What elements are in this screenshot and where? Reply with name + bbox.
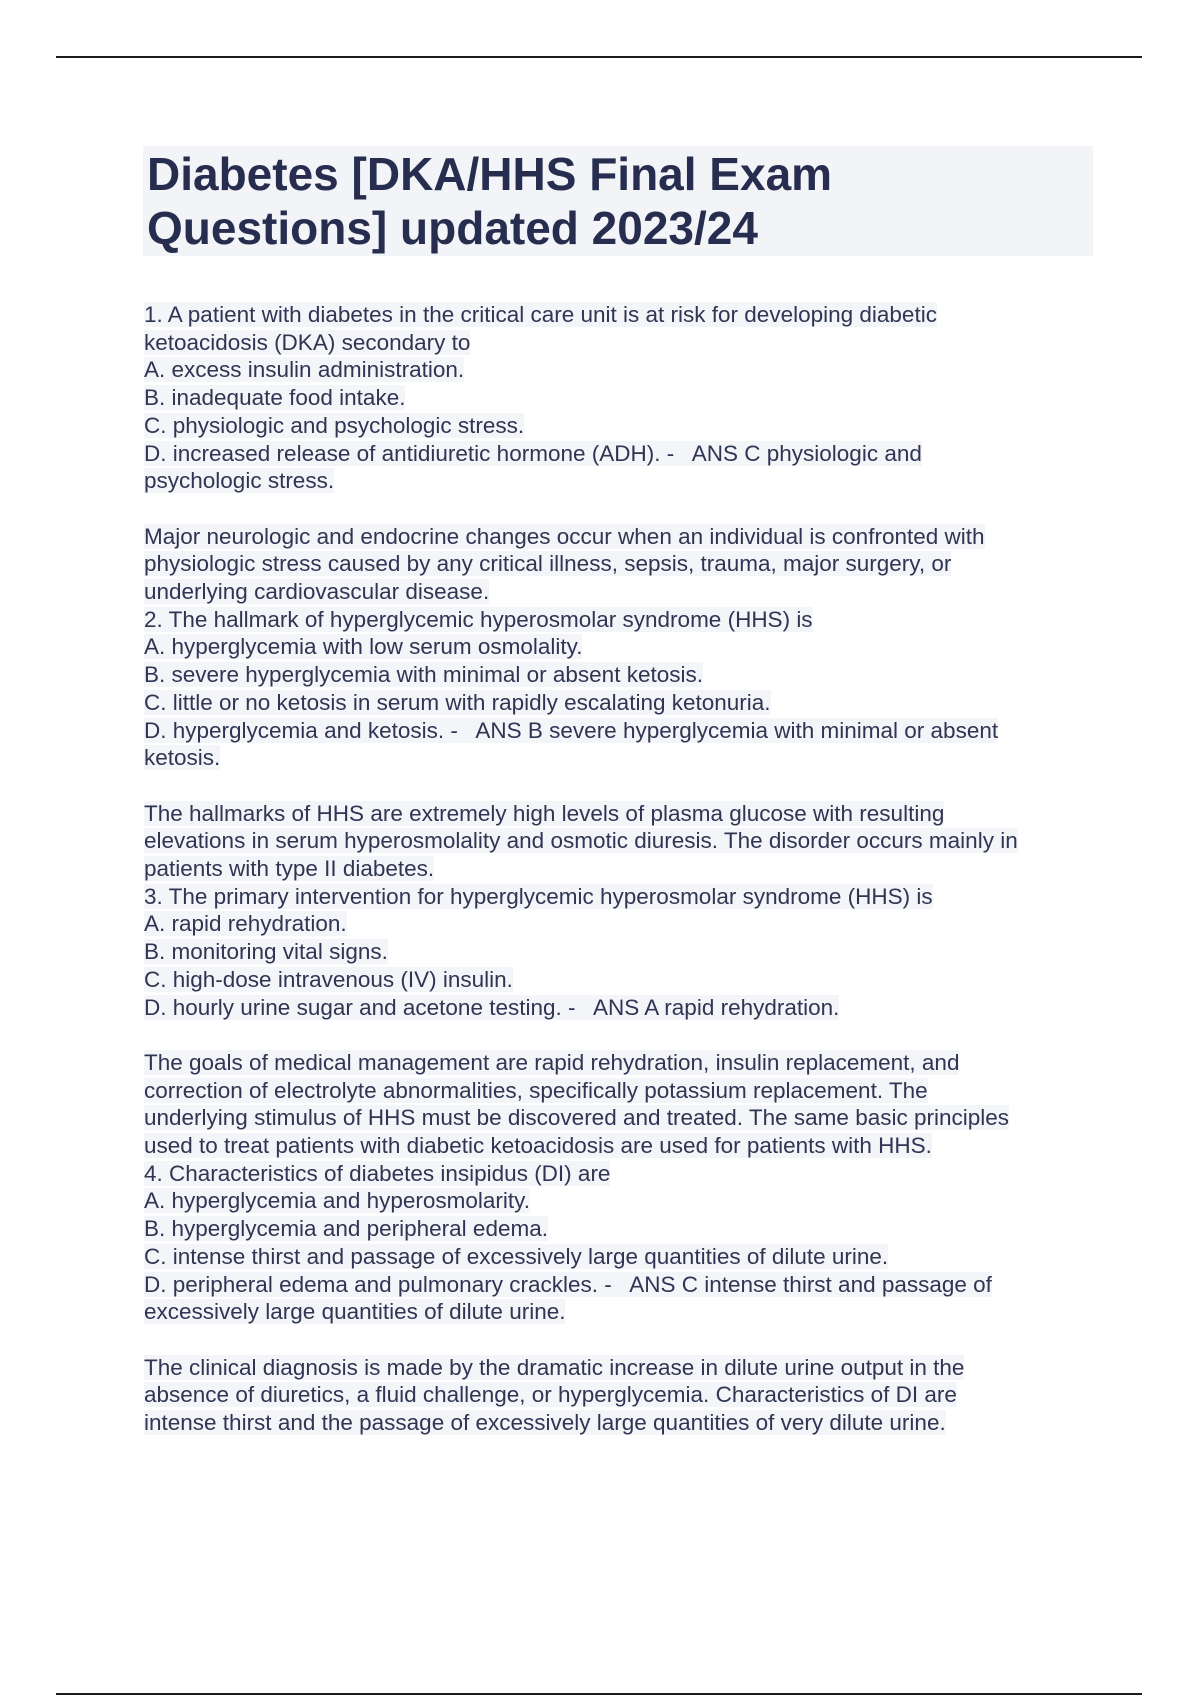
text-line-content: intense thirst and the passage of excessively large quantities of very dilute urine. bbox=[144, 1410, 946, 1436]
text-line bbox=[144, 301, 1104, 329]
text-line-content: D. peripheral edema and pulmonary crackles. - ANS C intense thirst and passage of bbox=[144, 1271, 992, 1297]
text-line bbox=[144, 883, 1104, 911]
text-line bbox=[144, 606, 1104, 634]
text-line bbox=[144, 1409, 1104, 1437]
text-line bbox=[144, 1049, 1104, 1077]
text-line-content: elevations in serum hyperosmolality and osmotic diuresis. The disorder occurs mainly in bbox=[144, 828, 1018, 854]
text-line-content: The hallmarks of HHS are extremely high levels of plasma glucose with resulting bbox=[144, 800, 945, 826]
text-line-content: 2. The hallmark of hyperglycemic hyperosmolar syndrome (HHS) is bbox=[144, 606, 813, 632]
text-line bbox=[144, 550, 1104, 578]
text-line bbox=[144, 800, 1104, 828]
text-line-content: physiologic stress caused by any critical illness, sepsis, trauma, major surgery, or bbox=[144, 551, 952, 577]
paragraph-gap bbox=[144, 772, 1104, 800]
text-line-content: B. monitoring vital signs. bbox=[144, 939, 388, 965]
paragraph-gap bbox=[144, 1021, 1104, 1049]
text-line-content: Major neurologic and endocrine changes occur when an individual is confronted with bbox=[144, 523, 985, 549]
text-line-content: 3. The primary intervention for hyperglycemic hyperosmolar syndrome (HHS) is bbox=[144, 883, 933, 909]
text-line-content: underlying stimulus of HHS must be discovered and treated. The same basic principles bbox=[144, 1105, 1010, 1131]
text-line bbox=[144, 412, 1104, 440]
text-line-content: used to treat patients with diabetic ketoacidosis are used for patients with HHS. bbox=[144, 1133, 932, 1159]
text-line bbox=[144, 1271, 1104, 1299]
title-line-2: Questions] updated 2023/24 bbox=[147, 202, 758, 254]
text-line bbox=[144, 329, 1104, 357]
text-line bbox=[144, 1215, 1104, 1243]
bottom-rule bbox=[56, 1693, 1142, 1695]
text-line-content: A. hyperglycemia with low serum osmolality. bbox=[144, 634, 583, 660]
text-line bbox=[144, 1381, 1104, 1409]
text-line-content: 4. Characteristics of diabetes insipidus (DI) are bbox=[144, 1160, 611, 1186]
text-line-content: underlying cardiovascular disease. bbox=[144, 579, 490, 605]
text-line-content: The goals of medical management are rapid rehydration, insulin replacement, and bbox=[144, 1049, 960, 1075]
text-line bbox=[144, 1243, 1104, 1271]
text-line bbox=[144, 1298, 1104, 1326]
text-line bbox=[144, 356, 1104, 384]
text-line bbox=[144, 966, 1104, 994]
text-line bbox=[144, 661, 1104, 689]
text-line bbox=[144, 1104, 1104, 1132]
text-line bbox=[144, 689, 1104, 717]
text-line-content: C. physiologic and psychologic stress. bbox=[144, 412, 525, 438]
text-line-content: B. hyperglycemia and peripheral edema. bbox=[144, 1216, 548, 1242]
text-line-content: absence of diuretics, a fluid challenge, or hyperglycemia. Characteristics of DI are bbox=[144, 1382, 957, 1408]
text-line bbox=[144, 1160, 1104, 1188]
text-line-content: A. rapid rehydration. bbox=[144, 911, 347, 937]
text-line-content: B. inadequate food intake. bbox=[144, 385, 406, 411]
document-body bbox=[144, 301, 1104, 1437]
text-line bbox=[144, 384, 1104, 412]
text-line-content: patients with type II diabetes. bbox=[144, 856, 435, 882]
text-line bbox=[144, 827, 1104, 855]
text-line-content: correction of electrolyte abnormalities, specifically potassium replacement. The bbox=[144, 1077, 928, 1103]
text-line-content: psychologic stress. bbox=[144, 468, 335, 494]
text-line bbox=[144, 1187, 1104, 1215]
text-line bbox=[144, 1354, 1104, 1382]
text-line-content: 1. A patient with diabetes in the critical care unit is at risk for developing diabetic bbox=[144, 302, 937, 327]
text-line bbox=[144, 1077, 1104, 1105]
text-line-content: D. hourly urine sugar and acetone testing. - ANS A rapid rehydration. bbox=[144, 994, 840, 1020]
text-line-content: A. hyperglycemia and hyperosmolarity. bbox=[144, 1188, 531, 1214]
text-line-content: C. intense thirst and passage of excessively large quantities of dilute urine. bbox=[144, 1243, 889, 1269]
text-line-content: D. increased release of antidiuretic hormone (ADH). - ANS C physiologic and bbox=[144, 440, 922, 466]
text-line-content: A. excess insulin administration. bbox=[144, 357, 465, 383]
paragraph-gap bbox=[144, 1326, 1104, 1354]
text-line bbox=[144, 440, 1104, 468]
page-title bbox=[147, 146, 1089, 255]
text-line-content: The clinical diagnosis is made by the dramatic increase in dilute urine output in the bbox=[144, 1354, 965, 1380]
text-line bbox=[144, 910, 1104, 938]
text-line bbox=[144, 578, 1104, 606]
text-line bbox=[144, 467, 1104, 495]
text-line-content: B. severe hyperglycemia with minimal or absent ketosis. bbox=[144, 662, 703, 688]
text-line bbox=[144, 633, 1104, 661]
title-line-1: Diabetes [DKA/HHS Final Exam bbox=[147, 148, 833, 200]
text-line bbox=[144, 994, 1104, 1022]
text-line-content: C. high-dose intravenous (IV) insulin. bbox=[144, 966, 513, 992]
text-line-content: ketoacidosis (DKA) secondary to bbox=[144, 329, 471, 355]
text-line-content: ketosis. bbox=[144, 745, 221, 771]
text-line bbox=[144, 1132, 1104, 1160]
text-line bbox=[144, 717, 1104, 745]
text-line bbox=[144, 938, 1104, 966]
title-block bbox=[143, 146, 1093, 256]
text-line-content: D. hyperglycemia and ketosis. - ANS B severe hyperglycemia with minimal or absent bbox=[144, 717, 999, 743]
text-line bbox=[144, 744, 1104, 772]
paragraph-gap bbox=[144, 495, 1104, 523]
text-line bbox=[144, 523, 1104, 551]
text-line-content: C. little or no ketosis in serum with rapidly escalating ketonuria. bbox=[144, 689, 771, 715]
text-line-content: excessively large quantities of dilute urine. bbox=[144, 1299, 566, 1325]
top-rule bbox=[56, 56, 1142, 58]
text-line bbox=[144, 855, 1104, 883]
